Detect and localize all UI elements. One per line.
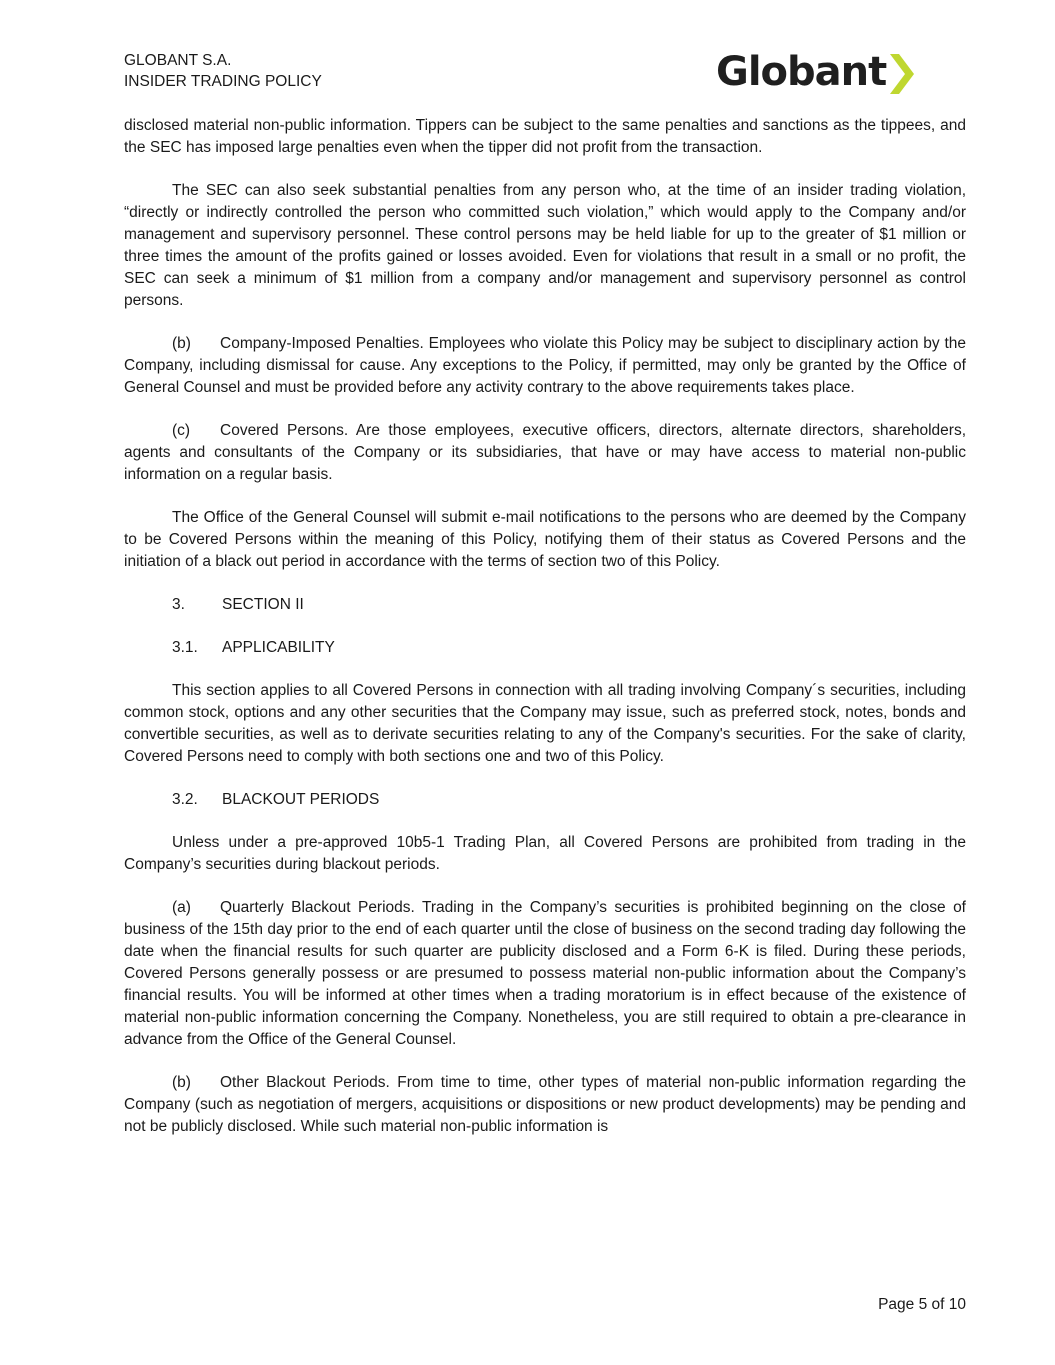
section-number: 3. [172,596,185,613]
section-title: BLACKOUT PERIODS [222,791,380,808]
document-body [124,115,966,1159]
logo-text: Globant [716,49,887,95]
document-header [124,50,322,92]
item-label: (c) [172,422,191,439]
item-title: Quarterly Blackout Periods. [220,899,415,916]
paragraph: The Office of the General Counsel will submit e-mail notifications to the persons who are deemed by the Company to be Covered Persons within the meaning of this Policy, notifying them of their status as Covered Persons and the initiation of a black out period in accordance with the terms of section two of this Policy. [124,509,966,570]
page-number: Page 5 of 10 [878,1296,966,1313]
section-heading [124,789,966,811]
document-title: INSIDER TRADING POLICY [124,73,322,90]
section-number: 3.2. [172,791,198,808]
paragraph: This section applies to all Covered Persons in connection with all trading involving Company´s securities, including common stock, options and any other securities that the Company may issue, such as preferred stock, notes, bonds and convertible securities, as well as to derivate securities relating to any of the Company's securities. For the sake of clarity, Covered Persons need to comply with both sections one and two of this Policy. [124,682,966,765]
paragraph [124,333,966,399]
item-label: (a) [172,899,191,916]
item-title: Covered Persons. [220,422,349,439]
section-heading [124,637,966,659]
section-heading [124,594,966,616]
section-title: APPLICABILITY [222,639,335,656]
paragraph: disclosed material non-public information. Tippers can be subject to the same penalties and sanctions as the tippees, and the SEC has imposed large penalties even when the tipper did not profit from the transaction. [124,117,966,156]
item-text: Employees who violate this Policy may be subject to disciplinary action by the Company, including dismissal for cause. Any exceptions to the Policy, if permitted, may only be granted by the Office of General Counsel and must be provided before any activity contrary to the above requirements takes place. [124,335,966,396]
section-number: 3.1. [172,639,198,656]
item-text: Trading in the Company’s securities is prohibited beginning on the close of business of the 15th day prior to the end of each quarter until the close of business on the second trading day following the date when the financial results for such quarter are publicity disclosed and a Form 6-K is filed. During these periods, Covered Persons generally possess or are presumed to possess material non-public information about the Company’s financial results. You will be informed at other times when a trading moratorium is in effect because of the existence of material non-public information concerning the Company. Nonetheless, you are still required to obtain a pre-clearance in advance from the Office of the General Counsel. [124,899,966,1048]
globant-logo [716,48,914,96]
paragraph: Unless under a pre-approved 10b5-1 Trading Plan, all Covered Persons are prohibited from trading in the Company’s securities during blackout periods. [124,834,966,873]
item-title: Company-Imposed Penalties. [220,335,424,352]
item-text: From time to time, other types of material non-public information regarding the Company (such as negotiation of mergers, acquisitions or dispositions or new product developments) may be pending and not be publicly disclosed. While such material non-public information is [124,1074,966,1135]
item-label: (b) [172,335,191,352]
paragraph [124,420,966,486]
paragraph: The SEC can also seek substantial penalties from any person who, at the time of an insider trading violation, “directly or indirectly controlled the person who committed such violation,” which would apply to the Company and/or management and supervisory personnel. These control persons may be held liable for up to the greater of $1 million or three times the amount of the profits gained or losses avoided. Even for violations that result in a small or no profit, the SEC can seek a minimum of $1 million from a company and/or management and supervisory personnel as control persons. [124,182,966,309]
chevron-right-icon [890,54,914,94]
item-text: Are those employees, executive officers, directors, alternate directors, shareholders, agents and consultants of the Company or its subsidiaries, that have or may have access to material non-public information on a regular basis. [124,422,966,483]
paragraph [124,897,966,1051]
company-name: GLOBANT S.A. [124,52,232,69]
section-title: SECTION II [222,596,304,613]
item-label: (b) [172,1074,191,1091]
item-title: Other Blackout Periods. [220,1074,390,1091]
paragraph [124,1072,966,1138]
